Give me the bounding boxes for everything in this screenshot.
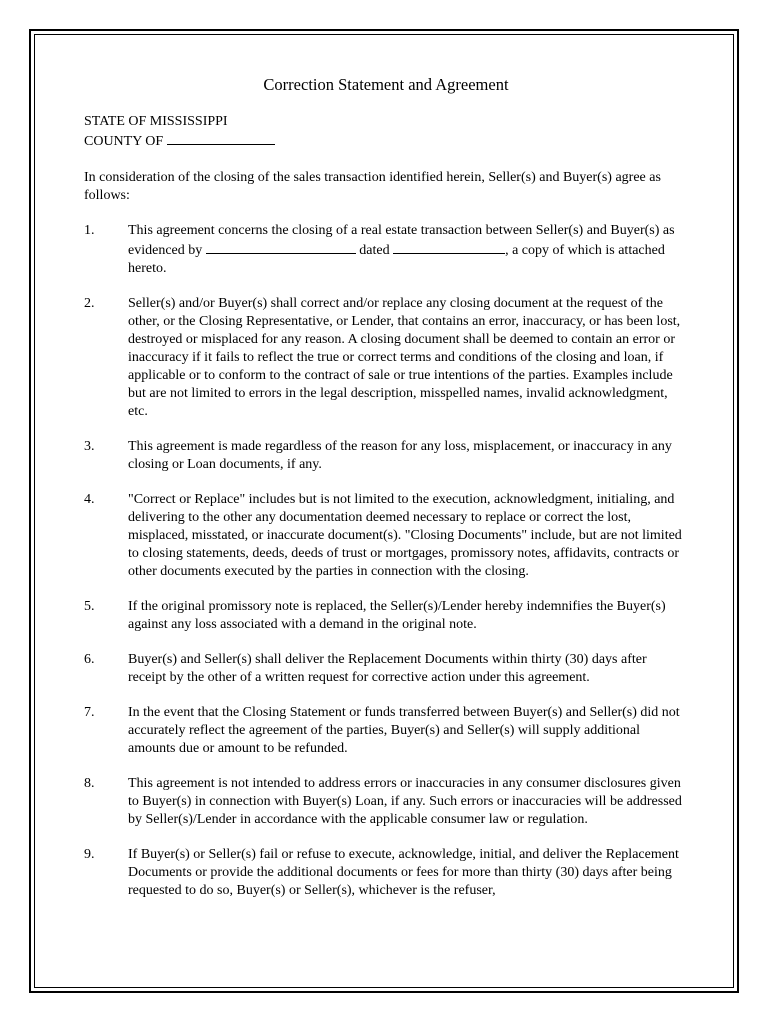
county-line [84,131,688,151]
clause-number: 5. [84,599,95,614]
clause-6 [84,651,688,687]
state-line: STATE OF MISSISSIPPI [84,114,228,129]
clause-1 [84,222,688,278]
clause-number: 1. [84,223,95,238]
clause-number: 9. [84,847,95,862]
clause-number: 7. [84,705,95,720]
clause-number: 3. [84,439,95,454]
clause-9 [84,846,688,900]
clause-1-text-part2: dated [359,243,390,258]
clause-text: Seller(s) and/or Buyer(s) shall correct and/or replace any closing document at the request of the other, or the Closing Representative, or Lender, that contains an error, inaccuracy, or has been lost, destroyed or misplaced for any reason. A closing document shall be deemed to contain an error or inaccuracy if it fails to reflect the true or correct terms and conditions of the closing and loan, if applicable or to conform to the contract of sale or true intentions of the parties. Examples include but are not limited to errors in the legal description, misspelled names, invalid acknowledgment, etc. [128,296,681,419]
clause-text: "Correct or Replace" includes but is not limited to the execution, acknowledgment, initialing, and delivering to the other any documentation deemed necessary to replace or correct the lost, misplaced, misstated, or inaccurate document(s). "Closing Documents" include, but are not limited to closing statements, deeds, deeds of trust or mortgages, promissory notes, affidavits, contracts or other documents executed by the parties in connection with the closing. [128,492,682,579]
clause-8 [84,775,688,829]
clause-text: This agreement is not intended to address errors or inaccuracies in any consumer disclosures given to Buyer(s) in connection with Buyer(s) Loan, if any. Such errors or inaccuracies will be addressed by Seller(s)/Lender in accordance with the applicable consumer law or regulation. [128,776,682,827]
clause-text: If the original promissory note is replaced, the Seller(s)/Lender hereby indemnifies the Buyer(s) against any loss associated with a demand in the original note. [128,599,666,632]
clause-number: 8. [84,776,95,791]
clause-text: In the event that the Closing Statement or funds transferred between Buyer(s) and Seller(s) did not accurately reflect the agreement of the parties, Buyer(s) and Seller(s) will supply additional amounts due or amount to be refunded. [128,705,680,756]
clause-1-text-part1: This agreement concerns the closing of a real estate transaction between Seller(s) and Buyer(s) as evidenced by [128,223,675,258]
clause-text: If Buyer(s) or Seller(s) fail or refuse to execute, acknowledge, initial, and deliver the Replacement Documents or provide the additional documents or fees for more than thirty (30) days after being requested to do so, Buyer(s) or Seller(s), whichever is the refuser, [128,847,679,898]
clause-7 [84,704,688,758]
county-blank[interactable] [167,131,275,145]
clause-5 [84,598,688,634]
county-label: COUNTY OF [84,134,164,149]
document-title: Correction Statement and Agreement [263,75,509,94]
document-page [84,74,688,917]
clause-2 [84,295,688,421]
clause-number: 4. [84,492,95,507]
clause-3 [84,438,688,474]
clause-4 [84,491,688,581]
clause-number: 6. [84,652,95,667]
clause-text [128,222,688,278]
clause-number: 2. [84,296,95,311]
clause-text: This agreement is made regardless of the reason for any loss, misplacement, or inaccuracy in any closing or Loan documents, if any. [128,439,672,472]
intro-paragraph: In consideration of the closing of the sales transaction identified herein, Seller(s) and Buyer(s) agree as follows: [84,170,661,203]
dated-blank[interactable] [393,240,505,254]
evidenced-by-blank[interactable] [206,240,356,254]
clause-text: Buyer(s) and Seller(s) shall deliver the Replacement Documents within thirty (30) days after receipt by the other of a written request for corrective action under this agreement. [128,652,647,685]
clause-1-text-part3: , a copy of which is attached hereto. [128,243,665,276]
